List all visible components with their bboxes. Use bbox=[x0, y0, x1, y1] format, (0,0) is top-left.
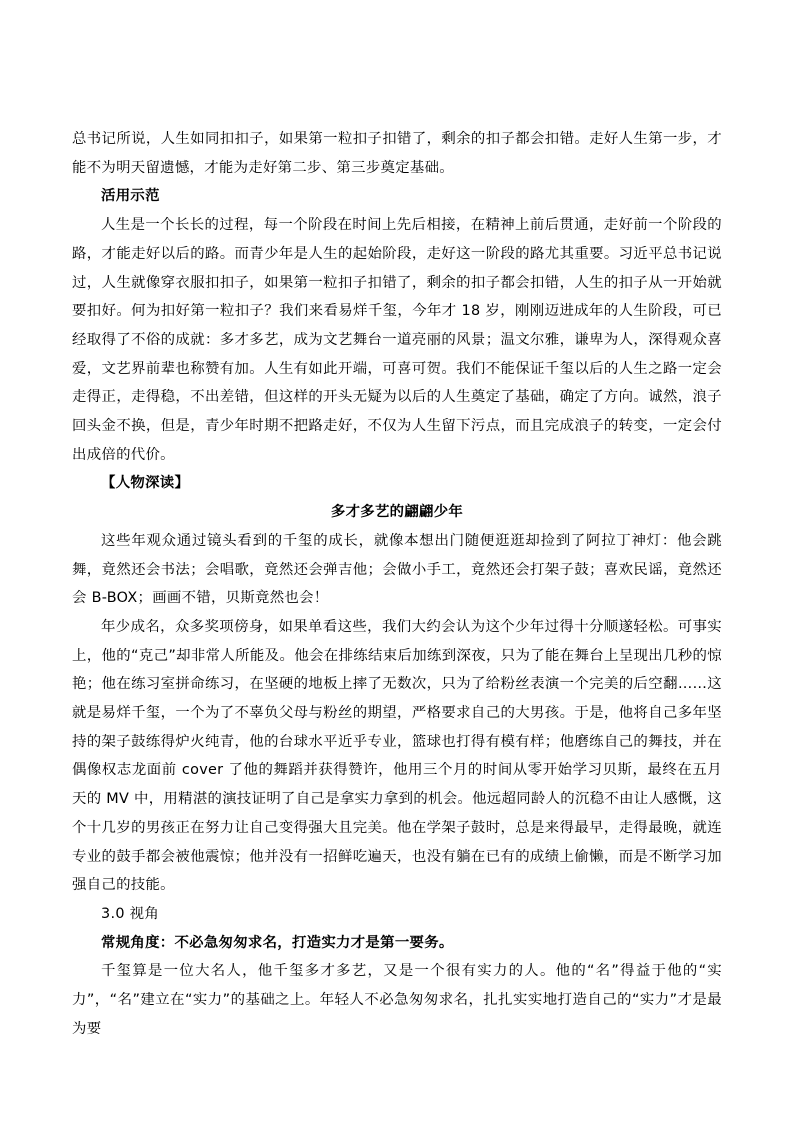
perspective-paragraph: 千玺算是一位大名人，他千玺多才多艺，又是一个很有实力的人。他的“名”得益于他的“实力”，“名”建立在“实力”的基础之上。年轻人不必急匆匆求名，扎扎实实地打造自己的“实力”才是最为要 bbox=[72, 963, 722, 1037]
document-page bbox=[72, 125, 722, 1044]
perspective-label: 3.0 视角 bbox=[101, 905, 160, 922]
usage-heading: 活用示范 bbox=[101, 188, 160, 205]
section-heading: 【人物深读】 bbox=[101, 475, 190, 492]
perspective-heading: 常规角度：不必急匆匆求名，打造实力才是第一要务。 bbox=[101, 934, 454, 951]
usage-paragraph: 人生是一个长长的过程，每一个阶段在时间上先后相接，在精神上前后贯通，走好前一个阶段的路，才能走好以后的路。而青少年是人生的起始阶段，走好这一阶段的路尤其重要。习近平总书记说过，人生就像穿衣服扣扣子，如果第一粒扣子扣错了，剩余的扣子都会扣错，人生的扣子从一开始就要扣好。何为扣好第一粒扣子？我们来看易烊千玺，今年才 18 岁，刚刚迈进成年的人生阶段，可已经取得了不俗的成就：多才多艺，成为文艺舞台一道亮丽的风景；温文尔雅，谦卑为人，深得观众喜爱，文艺界前辈也称赞有加。人生有如此开端，可喜可贺。我们不能保证千玺以后的人生之路一定会走得正，走得稳，不出差错，但这样的开头无疑为以后的人生奠定了基础，确定了方向。诚然，浪子回头金不换，但是，青少年时期不把路走好，不仅为人生留下污点，而且完成浪子的转变，一定会付出成倍的代价。 bbox=[72, 217, 722, 463]
article-paragraph-1: 这些年观众通过镜头看到的千玺的成长，就像本想出门随便逛逛却捡到了阿拉丁神灯：他会跳舞，竟然还会书法；会唱歌，竟然还会弹吉他；会做小手工，竟然还会打架子鼓；喜欢民谣，竟然还会 B-BOX；画画不错，贝斯竟然也会！ bbox=[72, 532, 722, 607]
article-paragraph-2: 年少成名，众多奖项傍身，如果单看这些，我们大约会认为这个少年过得十分顺遂轻松。可事实上，他的“克己”却非常人所能及。他会在排练结束后加练到深夜，只为了能在舞台上呈现出几秒的惊艳；他在练习室拼命练习，在坚硬的地板上摔了无数次，只为了给粉丝表演一个完美的后空翻……这就是易烊千玺，一个为了不辜负父母与粉丝的期望，严格要求自己的大男孩。于是，他将自己多年坚持的架子鼓练得炉火纯青，他的台球水平近乎专业，篮球也打得有模有样；他磨练自己的舞技，并在偶像权志龙面前 cover 了他的舞蹈并获得赞许，他用三个月的时间从零开始学习贝斯，最终在五月天的 MV 中，用精湛的演技证明了自己是拿实力拿到的机会。他远超同龄人的沉稳不由让人感慨，这个十几岁的男孩正在努力让自己变得强大且完美。他在学架子鼓时，总是来得最早，走得最晚，就连专业的鼓手都会被他震惊；他并没有一招鲜吃遍天，也没有躺在已有的成绩上偷懒，而是不断学习加强自己的技能。 bbox=[72, 618, 722, 894]
intro-paragraph: 总书记所说，人生如同扣扣子，如果第一粒扣子扣错了，剩余的扣子都会扣错。走好人生第一步，才能不为明天留遗憾，才能为走好第二步、第三步奠定基础。 bbox=[72, 131, 722, 176]
article-title: 多才多艺的翩翩少年 bbox=[330, 504, 464, 521]
